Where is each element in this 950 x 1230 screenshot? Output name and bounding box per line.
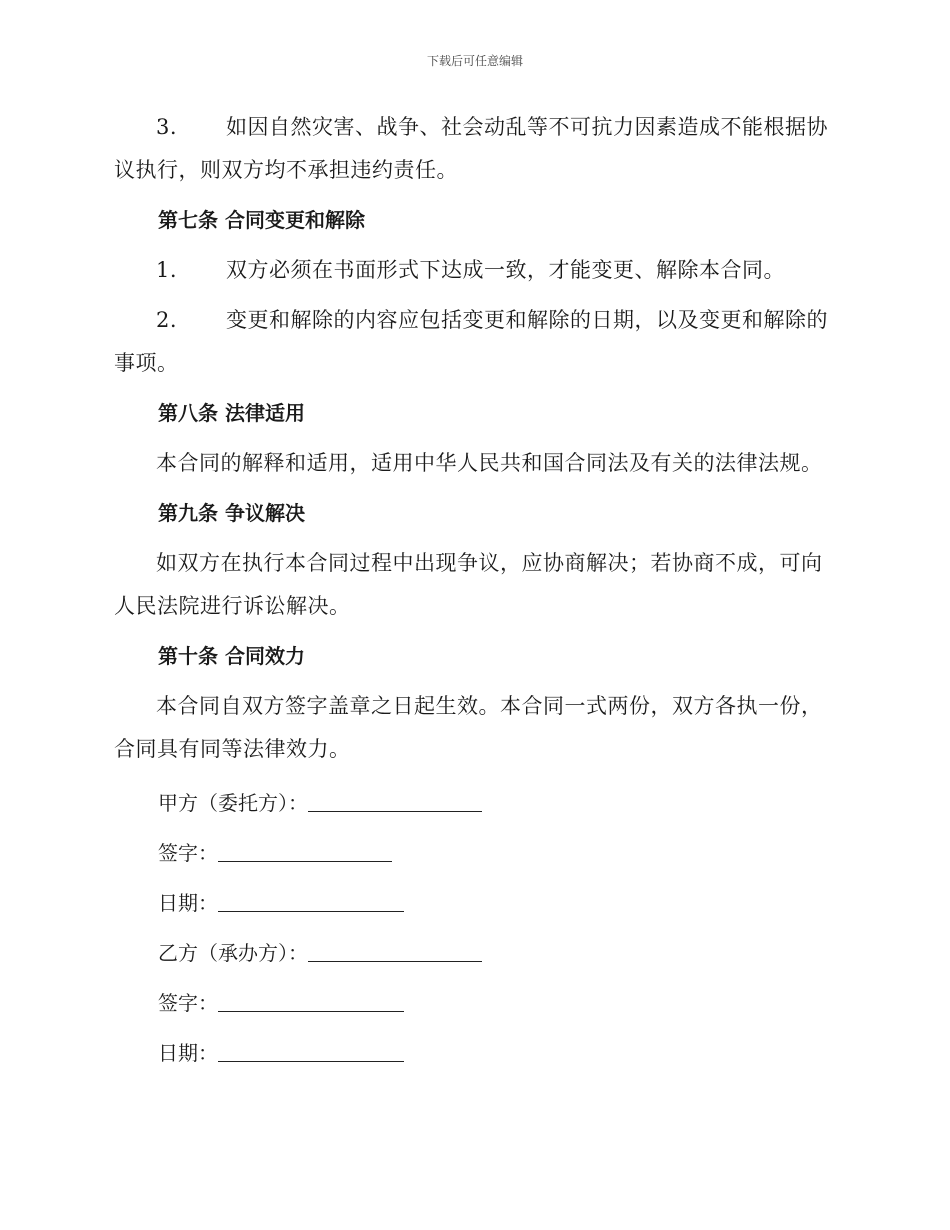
date-a-blank[interactable] [218, 885, 404, 912]
item-number: 2. [156, 308, 178, 332]
date-b-row [114, 1028, 832, 1078]
date-a-row [114, 878, 832, 928]
clause-6-item-3 [114, 106, 832, 192]
party-b-label: 乙方（承办方）： [158, 941, 308, 965]
date-b-label: 日期： [158, 1041, 218, 1065]
article-7-item-1 [114, 249, 832, 292]
sign-a-blank[interactable] [218, 835, 392, 862]
article-10-text: 本合同自双方签字盖章之日起生效。本合同一式两份，双方各执一份，合同具有同等法律效力。 [114, 694, 823, 761]
article-7-title: 第七条 合同变更和解除 [158, 208, 365, 232]
article-8-title: 第八条 法律适用 [158, 401, 305, 425]
page-header: 下载后可任意编辑 [426, 54, 523, 68]
article-8-text: 本合同的解释和适用，适用中华人民共和国合同法及有关的法律法规。 [156, 451, 823, 475]
sign-a-row [114, 828, 832, 878]
item-text: 双方必须在书面形式下达成一致，才能变更、解除本合同。 [226, 258, 785, 282]
item-text: 变更和解除的内容应包括变更和解除的日期，以及变更和解除的事项。 [114, 308, 828, 375]
sign-a-label: 签字： [158, 841, 218, 865]
party-a-row [114, 778, 832, 828]
item-number: 3. [156, 115, 178, 139]
sign-b-label: 签字： [158, 991, 218, 1015]
sign-b-blank[interactable] [218, 985, 404, 1012]
party-b-blank[interactable] [308, 935, 482, 962]
item-number: 1. [156, 258, 178, 282]
date-b-blank[interactable] [218, 1035, 404, 1062]
party-b-row [114, 928, 832, 978]
article-7-item-2 [114, 299, 832, 385]
article-9-title: 第九条 争议解决 [158, 501, 305, 525]
document-body [114, 106, 832, 1078]
sign-b-row [114, 978, 832, 1028]
party-a-blank[interactable] [308, 785, 482, 812]
article-10-title: 第十条 合同效力 [158, 644, 305, 668]
article-9-text: 如双方在执行本合同过程中出现争议，应协商解决；若协商不成，可向人民法院进行诉讼解决。 [114, 551, 823, 618]
item-text: 如因自然灾害、战争、社会动乱等不可抗力因素造成不能根据协议执行，则双方均不承担违约责任。 [114, 115, 828, 182]
date-a-label: 日期： [158, 891, 218, 915]
party-a-label: 甲方（委托方）： [158, 791, 308, 815]
